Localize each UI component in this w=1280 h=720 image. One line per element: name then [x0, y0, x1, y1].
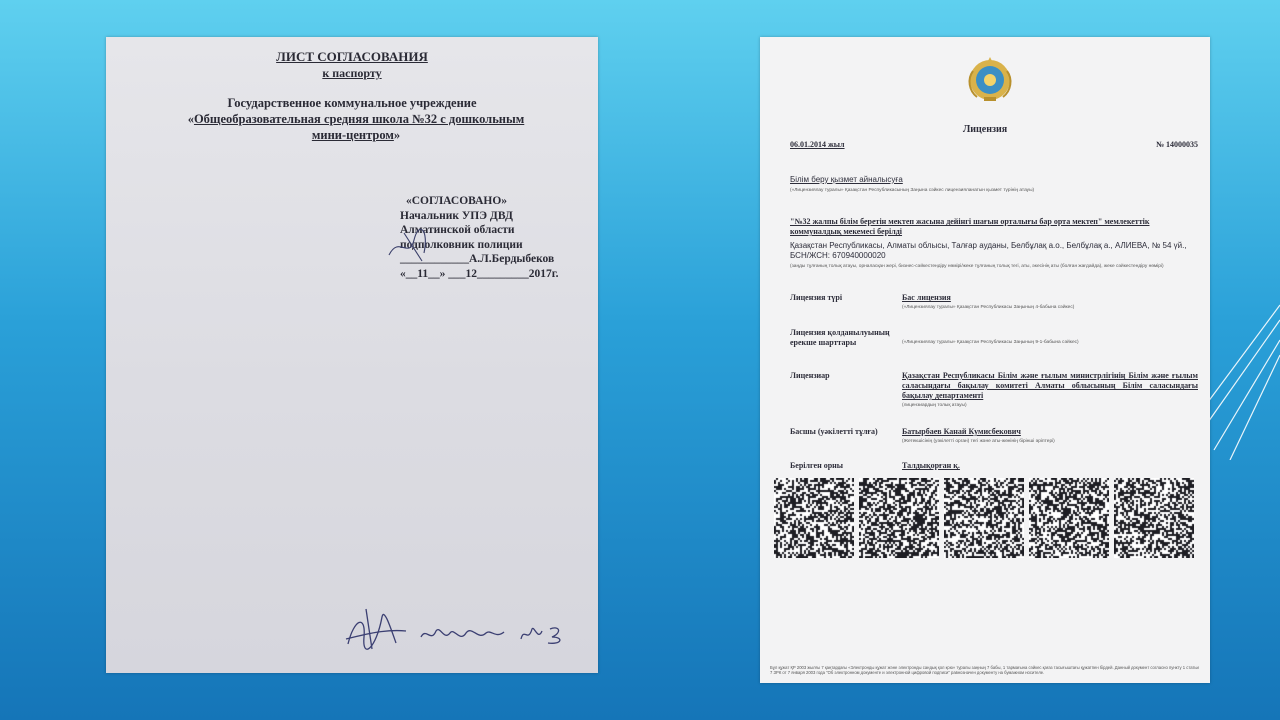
school-name-line2: мини-центром [311, 128, 394, 142]
license-type-label: Лицензия түрі [790, 293, 843, 302]
issue-place-label: Берілген орны [790, 461, 843, 470]
slide-decoration-lines [1200, 300, 1280, 460]
licensee-note: (заңды тұлғаның толық атауы, орналасқан жері, бизнес-сәйкестендіру нөмірі/жеке тұлғаның толық тегі, аты, әкесінің аты (болған жағдайда), жеке сәйкестендіру нөмірі) [790, 264, 1164, 269]
head-label: Басшы (уәкілетті тұлға) [790, 427, 878, 436]
issue-place-value-block [902, 461, 1198, 470]
qr-code [1029, 478, 1109, 558]
license-type-value-block [902, 293, 1198, 311]
license-footer-note: Бұл құжат ҚР 2003 жылғы 7 қаңтардағы «Электронды құжат және электронды сандық қол қою» туралы заңның 7 бабы, 1 тармағына сәйкес қағаз тасығыштағы құжатпен бірдей. Данный документ согласно пункту 1 статьи 7 ЗРК от 7 января 2003 года "Об электронном документе и электронной цифровой подписи" равнозначен документу на бумажном носителе. [770, 665, 1199, 675]
approval-sheet-title: ЛИСТ СОГЛАСОВАНИЯ [276, 49, 428, 64]
licensor-value-block [902, 371, 1198, 409]
organization-type: Государственное коммунальное учреждение [227, 96, 477, 110]
license-type-value: Бас лицензия [902, 293, 951, 302]
licensor-value: Қазақстан Республикасы Білім және ғылым министрлігінің Білім және ғылым саласындағы бақылау комитеті Алматы облысының Білім саласындағы бақылау департаменті [902, 371, 1198, 400]
approval-rank: подполковник полиции [400, 238, 523, 251]
school-open-quote: « [187, 112, 194, 126]
approval-heading: «СОГЛАСОВАНО» [406, 195, 508, 207]
qr-code [1114, 478, 1194, 558]
school-close-quote: » [393, 128, 401, 142]
license-activity-note: («Лицензиялау туралы» Қазақстан Республикасының Заңына сәйкес лицензияланатын қызмет түрінің атауы) [790, 188, 1035, 193]
licensor-note: (лицензиардың толық атауы) [902, 403, 967, 408]
school-name [146, 111, 566, 143]
special-conditions-value-block [902, 340, 1198, 346]
license-activity-block [790, 175, 1198, 194]
license-type-note: («Лицензиялау туралы» Қазақстан Республикасы Заңының 4-бабына сәйкес) [902, 305, 1075, 310]
qr-code [774, 478, 854, 558]
approval-sheet-document [106, 37, 598, 673]
special-conditions-label: Лицензия қолданылуының ерекше шарттары [790, 328, 890, 347]
special-conditions-note: («Лицензиялау туралы» Қазақстан Республикасы Заңының 9-1-бабына сәйкес) [902, 340, 1079, 345]
approval-sheet-subtitle: к паспорту [322, 66, 382, 80]
qr-codes [774, 478, 1194, 558]
handwritten-signature [336, 599, 576, 659]
licensee-block [790, 217, 1198, 270]
license-number: № 14000035 [1155, 140, 1198, 149]
school-name-line1: Общеобразовательная средняя школа №32 с дошкольным [193, 112, 525, 126]
kazakhstan-emblem-icon [965, 53, 1015, 103]
licensor-label: Лицензиар [790, 371, 830, 380]
qr-code [944, 478, 1024, 558]
approval-signatory: ____________А.Л.Бердыбеков [400, 253, 555, 265]
issue-place-value: Талдықорған қ. [902, 461, 960, 470]
head-value-block [902, 427, 1198, 445]
approval-signature-mark [384, 225, 454, 265]
approval-date: «__11__» ___12_________2017г. [400, 267, 559, 280]
licensee-address: Қазақстан Республикасы, Алматы облысы, Талғар ауданы, Белбұлақ а.о., Белбұлақ а., АЛИЕВА, № 54 үй., БСН/ЖСН: 670940000020 [790, 241, 1187, 260]
license-title: Лицензия [962, 124, 1008, 135]
license-activity: Білім беру қызмет айналысуға [790, 175, 903, 184]
head-note: (Жетекшісінің (уәкілетті орган) тегі және аты-жөнінің бірінші әріптері) [902, 439, 1055, 444]
head-value: Батырбаев Канай Кумисбекович [902, 427, 1021, 436]
approval-position: Начальник УПЭ ДВД [400, 209, 513, 222]
license-date: 06.01.2014 жыл [790, 140, 845, 149]
license-document [760, 37, 1210, 683]
qr-code [859, 478, 939, 558]
licensee-name: "№32 жалпы білім беретін мектеп жасына дейінгі шағын орталығы бар орта мектеп" мемлекеттік коммуналдық мекемесі берілді [790, 217, 1150, 236]
approval-region: Алматинской области [400, 224, 515, 236]
